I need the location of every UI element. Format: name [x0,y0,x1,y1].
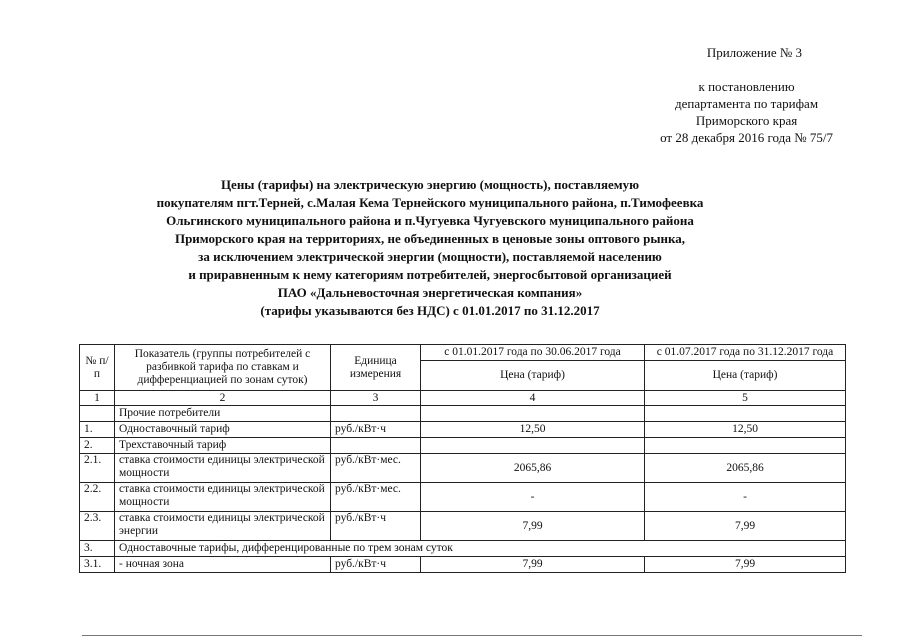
row-value-1: 7,99 [421,512,645,541]
row-indicator: ставка стоимости единицы электрической энергии [115,512,331,541]
header-num: № п/п [80,345,115,391]
row-value-1 [421,406,645,422]
decree-line: Приморского края [695,113,798,128]
decree-line: от 28 декабря 2016 года № 75/7 [660,130,833,145]
decree-reference [660,78,833,146]
row-value-2: 7,99 [645,512,846,541]
page-edge-divider [82,635,862,636]
col-number-1: 1 [80,391,115,406]
title-line: ПАО «Дальневосточная энергетическая компания» [277,285,583,300]
table-row [80,422,846,438]
title-line: Ольгинского муниципального района и п.Чугуевка Чугуевского муниципального района [166,213,694,228]
table-row [80,541,846,557]
header-period-2: с 01.07.2017 года по 31.12.2017 года [645,345,846,361]
row-indicator: ставка стоимости единицы электрической мощности [115,454,331,483]
table-row [80,512,846,541]
header-period-1: с 01.01.2017 года по 30.06.2017 года [421,345,645,361]
header-unit: Единица измерения [331,345,421,391]
row-num: 1. [80,422,115,438]
col-number-4: 4 [421,391,645,406]
row-value-2 [645,438,846,454]
row-value-2 [645,406,846,422]
row-num: 2.3. [80,512,115,541]
row-num [80,406,115,422]
table-row [80,406,846,422]
row-num: 2. [80,438,115,454]
decree-line: департамента по тарифам [675,96,819,111]
col-number-3: 3 [331,391,421,406]
title-line: (тарифы указываются без НДС) с 01.01.2017 по 31.12.2017 [260,303,600,318]
row-value-2: - [645,483,846,512]
col-number-2: 2 [115,391,331,406]
col-number-5: 5 [645,391,846,406]
appendix-title: Приложение № 3 [706,45,802,60]
title-line: и приравненным к нему категориям потребителей, энергосбытовой организацией [188,267,672,282]
tariff-table [79,344,846,573]
row-unit: руб./кВт·ч [331,557,421,573]
table-row [80,438,846,454]
row-num: 2.1. [80,454,115,483]
document-title [100,176,760,320]
row-value-1: 7,99 [421,557,645,573]
table-row [80,454,846,483]
row-unit: руб./кВт·ч [331,422,421,438]
row-indicator: Одноставочный тариф [115,422,331,438]
title-line: Приморского края на территориях, не объединенных в ценовые зоны оптового рынка, [174,231,686,246]
row-value-1: 12,50 [421,422,645,438]
row-num: 3.1. [80,557,115,573]
row-value-2: 12,50 [645,422,846,438]
row-num: 3. [80,541,115,557]
row-unit [331,406,421,422]
row-indicator: Трехставочный тариф [115,438,331,454]
row-unit: руб./кВт·мес. [331,454,421,483]
row-indicator: Одноставочные тарифы, дифференцированные по трем зонам суток [115,541,846,557]
row-value-2: 2065,86 [645,454,846,483]
title-line: покупателям пгт.Терней, с.Малая Кема Тернейского муниципального района, п.Тимофеевка [156,195,704,210]
row-indicator: - ночная зона [115,557,331,573]
row-unit: руб./кВт·ч [331,512,421,541]
row-value-1: 2065,86 [421,454,645,483]
row-num: 2.2. [80,483,115,512]
row-value-1 [421,438,645,454]
header-price-1: Цена (тариф) [421,361,645,391]
table-row [80,483,846,512]
title-line: Цены (тарифы) на электрическую энергию (мощность), поставляемую [220,177,640,192]
decree-line: к постановлению [698,79,795,94]
row-indicator: Прочие потребители [115,406,331,422]
row-unit [331,438,421,454]
row-indicator: ставка стоимости единицы электрической мощности [115,483,331,512]
header-price-2: Цена (тариф) [645,361,846,391]
header-indicator: Показатель (группы потребителей с разбивкой тарифа по ставкам и дифференциацией по зонам суток) [115,345,331,391]
table-row [80,557,846,573]
title-line: за исключением электрической энергии (мощности), поставляемой населению [198,249,662,264]
row-value-1: - [421,483,645,512]
row-value-2: 7,99 [645,557,846,573]
row-unit: руб./кВт·мес. [331,483,421,512]
